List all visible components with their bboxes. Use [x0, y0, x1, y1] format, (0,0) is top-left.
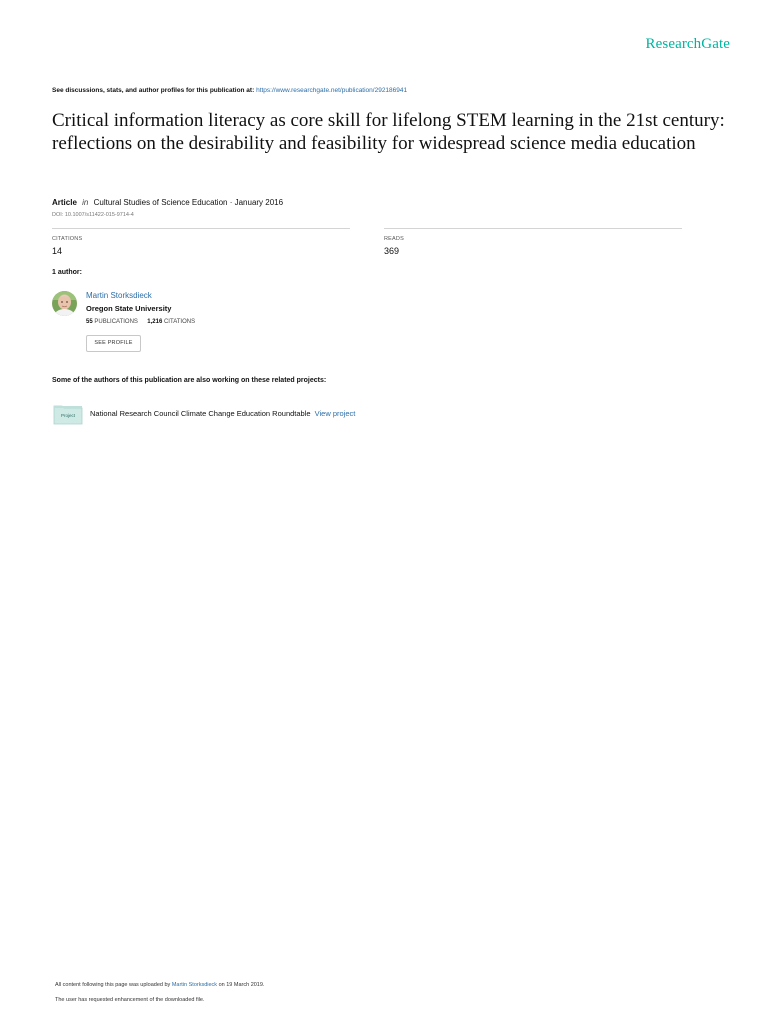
person-photo-icon[interactable]: [52, 291, 77, 316]
reads-label: READS: [384, 236, 404, 242]
project-icon-label: Project: [60, 413, 75, 418]
upload-note-prefix: All content following this page was uploaded by: [55, 982, 171, 988]
view-project-link[interactable]: View project: [314, 409, 356, 418]
doi: DOI: 10.1007/s11422-015-9714-4: [52, 212, 134, 218]
citations-value: 14: [52, 246, 63, 256]
publication-date: · January 2016: [229, 198, 284, 207]
enhancement-note: The user has requested enhancement of the downloaded file.: [55, 997, 205, 1003]
discussion-prefix: See discussions, stats, and author profiles for this publication at:: [52, 87, 255, 94]
upload-note-suffix: on 19 March 2019.: [218, 982, 265, 988]
author-name-link[interactable]: Martin Storksdieck: [86, 291, 152, 300]
author-citations-label: CITATIONS: [163, 319, 196, 325]
publication-url-link[interactable]: https://www.researchgate.net/publication/292186941: [256, 87, 408, 94]
citations-divider: [52, 228, 350, 229]
discussion-line: [52, 87, 407, 94]
authors-heading: 1 author:: [52, 269, 82, 276]
journal-name: Cultural Studies of Science Education: [93, 198, 228, 207]
reads-value: 369: [384, 246, 400, 256]
project-folder-icon: [53, 403, 83, 425]
author-institution: Oregon State University: [86, 304, 172, 313]
project-item: [90, 409, 355, 418]
article-line: [52, 198, 283, 207]
researchgate-logo[interactable]: ResearchGate: [645, 36, 730, 52]
in-word: in: [82, 198, 89, 207]
see-profile-button[interactable]: SEE PROFILE: [86, 335, 141, 352]
author-citations-count: 1,216: [147, 319, 163, 325]
publication-title: Critical information literacy as core skill for lifelong STEM learning in the 21st century: reflections on the desirability and feasibility for widespread science media education: [52, 110, 725, 154]
publication-type: Article: [52, 198, 77, 207]
upload-note: [55, 982, 264, 988]
author-publications-label: PUBLICATIONS: [94, 319, 138, 325]
author-stats: [86, 319, 195, 325]
project-title: National Research Council Climate Change Education Roundtable: [90, 409, 311, 418]
citations-label: CITATIONS: [52, 236, 83, 242]
uploader-link[interactable]: Martin Storksdieck: [171, 982, 218, 988]
author-publications-count: 55: [86, 319, 93, 325]
related-projects-heading: Some of the authors of this publication are also working on these related projects:: [52, 377, 327, 384]
reads-divider: [384, 228, 682, 229]
